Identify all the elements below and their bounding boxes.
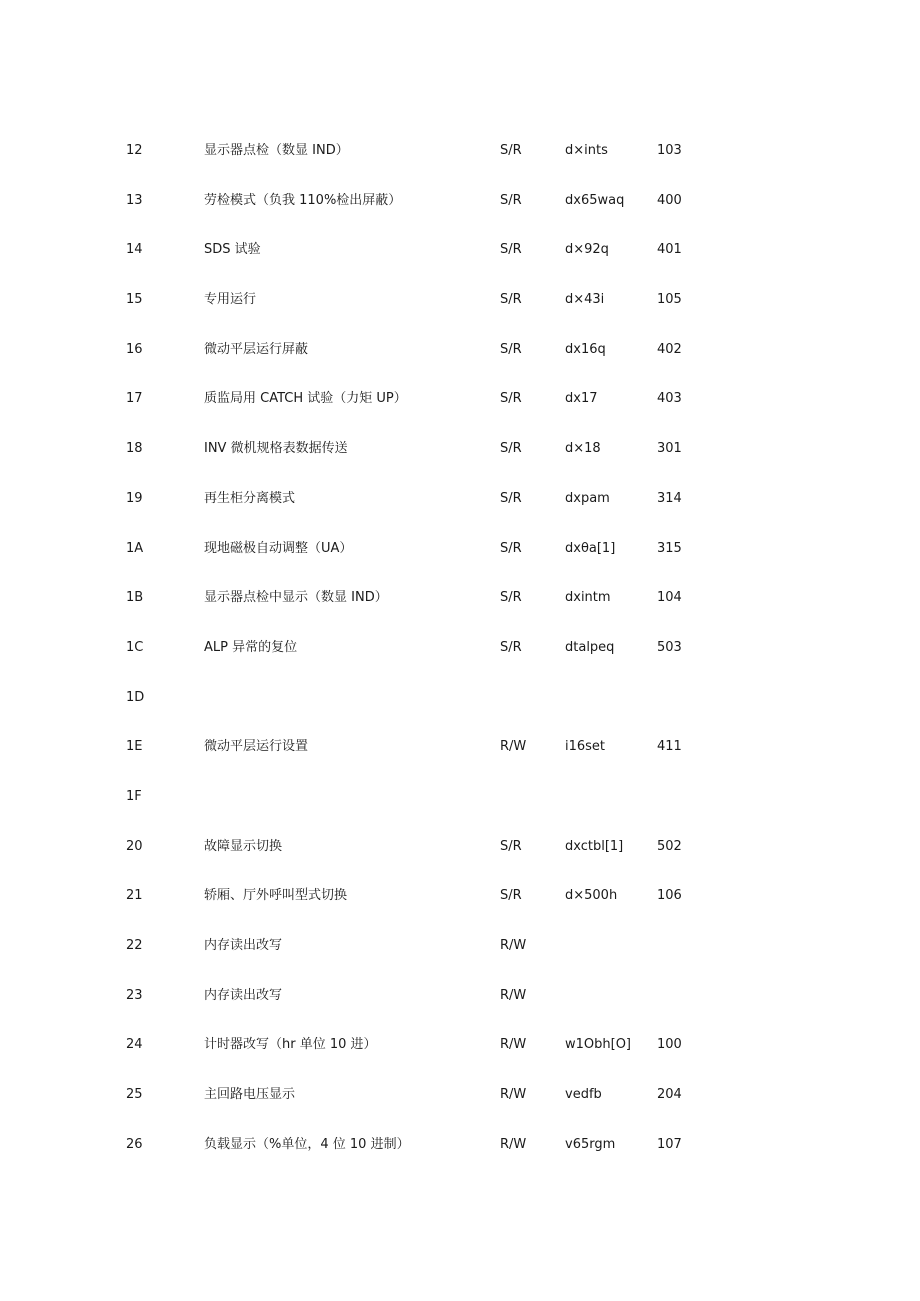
row-number: 401 (657, 242, 682, 258)
row-variable: dxθa[1] (565, 540, 616, 556)
row-number: 107 (657, 1136, 682, 1152)
row-description: 负载显示（%单位，4 位 10 进制） (204, 1136, 410, 1152)
table-row (0, 327, 920, 377)
row-variable: dxpam (565, 490, 610, 506)
table-row (0, 128, 920, 178)
table-row (0, 575, 920, 625)
row-code: 12 (126, 143, 143, 158)
row-description: 微动平层运行屏蔽 (204, 341, 309, 357)
row-code: 21 (126, 888, 143, 904)
row-number: 314 (657, 490, 682, 506)
table-row (0, 178, 920, 228)
row-mode: R/W (500, 1037, 527, 1053)
row-description: 再生柜分离模式 (204, 490, 296, 506)
row-code: 25 (126, 1087, 143, 1103)
row-number: 100 (657, 1037, 682, 1053)
row-description: 轿厢、厅外呼叫型式切换 (204, 888, 348, 904)
row-mode: R/W (500, 987, 527, 1003)
table-row (0, 625, 920, 675)
row-number: 315 (657, 540, 682, 556)
row-code: 22 (126, 938, 143, 953)
row-variable: i16set (565, 739, 606, 755)
table-row (0, 774, 920, 824)
row-variable: dxintm (565, 590, 611, 606)
row-number: 402 (657, 341, 682, 357)
row-number: 301 (657, 441, 682, 457)
row-description: 劳检模式（负我 110%检出屏蔽） (204, 192, 402, 208)
row-variable: v65rgm (565, 1136, 616, 1152)
row-description: 专用运行 (204, 292, 257, 308)
row-number: 105 (657, 292, 682, 308)
row-variable: w1Obh[O] (565, 1037, 632, 1053)
row-description: 现地磁极自动调整（UA） (204, 540, 353, 556)
row-variable: d×92q (565, 242, 609, 258)
table-row (0, 873, 920, 923)
row-mode: S/R (500, 639, 522, 655)
row-description: 质监局用 CATCH 试验（力矩 UP） (204, 391, 407, 407)
table-row (0, 675, 920, 725)
table-row (0, 227, 920, 277)
row-code: 1F (126, 788, 142, 804)
row-variable: dx17 (565, 391, 598, 407)
row-number: 503 (657, 639, 682, 655)
row-variable: d×43i (565, 292, 605, 308)
row-variable: dtalpeq (565, 639, 615, 655)
row-mode: S/R (500, 888, 522, 904)
row-number: 403 (657, 391, 682, 407)
row-mode: R/W (500, 1087, 527, 1103)
row-code: 13 (126, 192, 143, 208)
row-description: 显示器点检（数显 IND） (204, 143, 349, 158)
row-variable: d×18 (565, 441, 601, 457)
row-code: 19 (126, 490, 143, 506)
row-number: 103 (657, 143, 682, 158)
table-row (0, 277, 920, 327)
row-mode: S/R (500, 292, 522, 308)
row-mode: R/W (500, 938, 527, 953)
row-variable: d×500h (565, 888, 618, 904)
row-mode: S/R (500, 341, 522, 357)
row-variable: vedfb (565, 1087, 602, 1103)
row-mode: S/R (500, 590, 522, 606)
row-mode: S/R (500, 242, 522, 258)
table-row (0, 1072, 920, 1122)
row-mode: R/W (500, 1136, 527, 1152)
table-row (0, 724, 920, 774)
table-row (0, 973, 920, 1023)
row-mode: S/R (500, 441, 522, 457)
row-code: 24 (126, 1037, 143, 1053)
row-variable: d×ints (565, 143, 608, 158)
row-mode: S/R (500, 391, 522, 407)
row-number: 104 (657, 590, 682, 606)
table-row (0, 476, 920, 526)
row-code: 23 (126, 987, 143, 1003)
row-number: 411 (657, 739, 682, 755)
row-number: 204 (657, 1087, 682, 1103)
row-code: 1B (126, 590, 144, 606)
row-number: 400 (657, 192, 682, 208)
row-variable: dx65waq (565, 192, 625, 208)
parameter-table (0, 128, 920, 1171)
row-description: 主回路电压显示 (204, 1087, 296, 1103)
row-mode: S/R (500, 143, 522, 158)
row-code: 1E (126, 739, 143, 755)
table-row (0, 1022, 920, 1072)
row-number: 106 (657, 888, 682, 904)
row-number: 502 (657, 838, 682, 854)
row-variable: dxctbl[1] (565, 838, 624, 854)
table-row (0, 526, 920, 576)
row-code: 14 (126, 242, 143, 258)
row-code: 17 (126, 391, 143, 407)
row-mode: S/R (500, 838, 522, 854)
table-row (0, 923, 920, 973)
row-variable: dx16q (565, 341, 606, 357)
row-description: 内存读出改写 (204, 938, 283, 953)
table-row (0, 1122, 920, 1172)
row-code: 26 (126, 1136, 143, 1152)
table-row (0, 426, 920, 476)
table-row (0, 376, 920, 426)
row-mode: S/R (500, 192, 522, 208)
row-description: 显示器点检中显示（数显 IND） (204, 590, 388, 606)
table-row (0, 824, 920, 874)
row-code: 18 (126, 441, 143, 457)
row-description: ALP 异常的复位 (204, 639, 298, 655)
row-code: 15 (126, 292, 143, 308)
row-description: 微动平层运行设置 (204, 739, 309, 755)
row-code: 1A (126, 540, 144, 556)
row-code: 1D (126, 689, 145, 705)
row-mode: S/R (500, 490, 522, 506)
row-code: 16 (126, 341, 143, 357)
row-description: 故障显示切换 (204, 838, 283, 854)
row-description: 计时器改写（hr 单位 10 进） (204, 1037, 377, 1053)
row-mode: S/R (500, 540, 522, 556)
row-description: 内存读出改写 (204, 987, 283, 1003)
row-code: 1C (126, 639, 144, 655)
row-mode: R/W (500, 739, 527, 755)
row-code: 20 (126, 838, 143, 854)
row-description: SDS 试验 (204, 242, 261, 258)
row-description: INV 微机规格表数据传送 (204, 441, 348, 457)
